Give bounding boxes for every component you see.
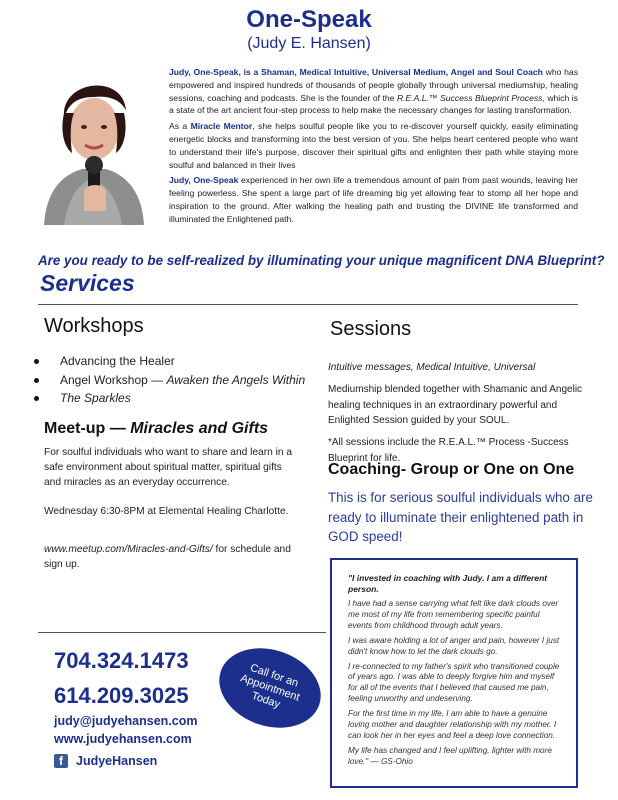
meetup-heading: Meet-up — Miracles and Gifts bbox=[44, 420, 269, 437]
sessions-line-1: Intuitive messages, Medical Intuitive, Universal bbox=[328, 362, 536, 373]
sessions-line-2: Mediumship blended together with Shamanic and Angelic healing techniques in an extraordinary powerful and Enlighted Session guided by your SOUL. bbox=[328, 383, 583, 427]
bio-paragraph-1: Judy, One-Speak, is a Shaman, Medical Intuitive, Universal Medium, Angel and Soul Coach who has empowered and inspired hundreds of thousands of people globally through universal mediumship, healing sessions, coaching and podcasts. She is the founder of the R.E.A.L.™ Success Blueprint Process, which is a state of the art ancient four-step process to help make the necessary changes for lasting transformation. bbox=[169, 67, 578, 116]
sessions-heading: Sessions bbox=[330, 318, 412, 340]
sessions-description bbox=[328, 360, 593, 473]
meetup-link[interactable]: www.meetup.com/Miracles-and-Gifts/ for schedule and sign up. bbox=[44, 544, 291, 570]
page-title: One-Speak bbox=[246, 6, 372, 33]
call-appointment-badge bbox=[208, 635, 331, 741]
testimonial-box bbox=[330, 558, 578, 788]
facebook-link[interactable]: JudyeHansen bbox=[76, 754, 158, 768]
list-item: The Sparkles bbox=[34, 389, 314, 408]
portrait-photo bbox=[34, 71, 154, 225]
testimonial-paragraph: My life has changed and I feel uplifting, lighter with more love." — GS-Ohio bbox=[348, 745, 552, 766]
bullet-icon bbox=[34, 359, 39, 364]
question-banner: Are you ready to be self-realized by illuminating your unique magnificent DNA Blueprint? bbox=[38, 253, 605, 268]
bio-paragraph-2: As a Miracle Mentor, she helps soulful people like you to re-discover yourself quickly, easily eliminating energetic blocks and transforming into the best version of you. She helps heart centered people who want to understand their life's purpose, discover their spiritual gifts and enlighten their path while staying more soulful and balanced in their lives bbox=[169, 121, 578, 170]
sessions-note: *All sessions include the R.E.A.L.™ Process -Success Blueprint for life. bbox=[328, 437, 569, 464]
list-item: Advancing the Healer bbox=[34, 352, 314, 371]
bullet-icon bbox=[34, 396, 39, 401]
workshops-list bbox=[34, 352, 314, 408]
workshops-heading: Workshops bbox=[44, 315, 144, 337]
website-link[interactable]: www.judyehansen.com bbox=[54, 732, 192, 746]
divider bbox=[38, 304, 578, 305]
meetup-schedule: Wednesday 6:30-8PM at Elemental Healing Charlotte. bbox=[44, 506, 289, 517]
bio-section bbox=[169, 66, 578, 229]
testimonial-lead: "I invested in coaching with Judy. I am a different person. bbox=[348, 573, 548, 594]
phone-number-1[interactable]: 704.324.1473 bbox=[54, 648, 189, 673]
testimonial-paragraph: I was aware holding a lot of anger and pain, however I just didn't know how to let the dark clouds go. bbox=[348, 635, 560, 656]
testimonial-paragraph: I have had a sense carrying what felt like dark clouds over me most of my life from remembering specific painful events from childhood through adult years. bbox=[348, 599, 559, 630]
services-heading: Services bbox=[40, 270, 135, 296]
testimonial-paragraph: I re-connected to my father's spirit who transitioned couple of years ago. I was able to deeply forgive him and myself for all of the events that I believed that caused me pain, feeling unworthy and undeserving. bbox=[348, 661, 560, 704]
divider bbox=[38, 632, 326, 633]
bio-paragraph-3: Judy, One-Speak experienced in her own life a tremendous amount of pain from past wounds, leaving her feeling powerless. She spent a large part of life dreaming big yet allowing fear to stomp all her hope and inspiration to the ground. After walking the healing path and trusting the DIVINE life transformed and illuminated the Enlightened path. bbox=[169, 175, 579, 224]
list-item: Angel Workshop — Awaken the Angels Within bbox=[34, 371, 314, 390]
meetup-description: For soulful individuals who want to share and learn in a safe environment about spiritual matter, spiritual gifts and miracles as an everyday occurrence. bbox=[44, 447, 293, 488]
phone-number-2[interactable]: 614.209.3025 bbox=[54, 683, 189, 708]
page-subtitle: (Judy E. Hansen) bbox=[247, 35, 371, 52]
coaching-heading: Coaching- Group or One on One bbox=[328, 461, 575, 478]
coaching-description: This is for serious soulful individuals who are ready to illuminate their enlightened path in GOD speed! bbox=[328, 490, 593, 544]
bullet-icon bbox=[34, 378, 39, 383]
testimonial-paragraph: For the first time in my life, I am able to have a genuine loving mother and daughter relationship with my mother. I can look her in her eyes and feel a deep love connection. bbox=[348, 709, 557, 740]
badge-label: Call for an Appointment Today bbox=[239, 661, 302, 711]
email-link[interactable]: judy@judyehansen.com bbox=[54, 714, 198, 728]
facebook-icon[interactable]: f bbox=[54, 754, 68, 768]
